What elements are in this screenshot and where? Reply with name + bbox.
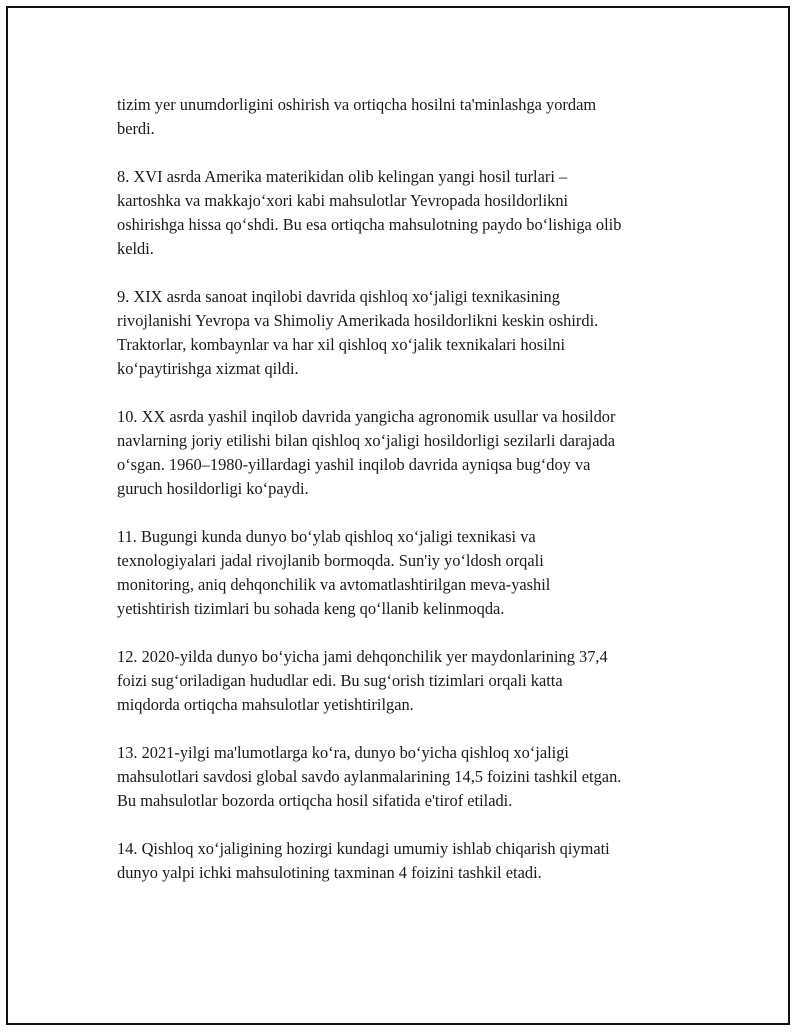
text-line: 8. XVI asrda Amerika materikidan olib kelingan yangi hosil turlari – [117, 167, 568, 186]
text-line: tizim yer unumdorligini oshirish va ortiqcha hosilni ta'minlashga yordam [117, 95, 597, 114]
text-line: navlarning joriy etilishi bilan qishloq xo‘jaligi hosildorligi sezilarli darajada [117, 431, 615, 450]
text-line: yetishtirish tizimlari bu sohada keng qo‘llanib kelinmoqda. [117, 599, 505, 618]
text-line: kartoshka va makkajo‘xori kabi mahsulotlar Yevropada hosildorlikni [117, 191, 569, 210]
paragraph-item-14 [117, 837, 692, 885]
text-line: Traktorlar, kombaynlar va har xil qishloq xo‘jalik texnikalari hosilni [117, 335, 566, 354]
document-body [117, 93, 692, 909]
text-line: rivojlanishi Yevropa va Shimoliy Amerikada hosildorlikni keskin oshirdi. [117, 311, 599, 330]
paragraph-item-8 [117, 165, 692, 261]
text-line: guruch hosildorligi ko‘paydi. [117, 479, 309, 498]
text-line: o‘sgan. 1960–1980-yillardagi yashil inqilob davrida ayniqsa bug‘doy va [117, 455, 591, 474]
paragraph-item-13 [117, 741, 692, 813]
text-line: 11. Bugungi kunda dunyo bo‘ylab qishloq xo‘jaligi texnikasi va [117, 527, 536, 546]
paragraph-item-12 [117, 645, 692, 717]
paragraph-item-10 [117, 405, 692, 501]
text-line: Bu mahsulotlar bozorda ortiqcha hosil sifatida e'tirof etiladi. [117, 791, 513, 810]
text-line: 13. 2021-yilgi ma'lumotlarga ko‘ra, dunyo bo‘yicha qishloq xo‘jaligi [117, 743, 569, 762]
text-line: mahsulotlari savdosi global savdo aylanmalarining 14,5 foizini tashkil etgan. [117, 767, 622, 786]
text-line: 12. 2020-yilda dunyo bo‘yicha jami dehqonchilik yer maydonlarining 37,4 [117, 647, 608, 666]
text-line: 14. Qishloq xo‘jaligining hozirgi kundagi umumiy ishlab chiqarish qiymati [117, 839, 610, 858]
text-line: miqdorda ortiqcha mahsulotlar yetishtirilgan. [117, 695, 414, 714]
paragraph-continuation [117, 93, 692, 141]
text-line: ko‘paytirishga xizmat qildi. [117, 359, 299, 378]
text-line: berdi. [117, 119, 155, 138]
paragraph-item-9 [117, 285, 692, 381]
paragraph-item-11 [117, 525, 692, 621]
text-line: texnologiyalari jadal rivojlanib bormoqda. Sun'iy yo‘ldosh orqali [117, 551, 544, 570]
text-line: foizi sug‘oriladigan hududlar edi. Bu sug‘orish tizimlari orqali katta [117, 671, 563, 690]
text-line: 9. XIX asrda sanoat inqilobi davrida qishloq xo‘jaligi texnikasining [117, 287, 560, 306]
text-line: keldi. [117, 239, 154, 258]
text-line: monitoring, aniq dehqonchilik va avtomatlashtirilgan meva-yashil [117, 575, 551, 594]
text-line: oshirishga hissa qo‘shdi. Bu esa ortiqcha mahsulotning paydo bo‘lishiga olib [117, 215, 622, 234]
text-line: dunyo yalpi ichki mahsulotining taxminan 4 foizini tashkil etadi. [117, 863, 542, 882]
text-line: 10. XX asrda yashil inqilob davrida yangicha agronomik usullar va hosildor [117, 407, 616, 426]
